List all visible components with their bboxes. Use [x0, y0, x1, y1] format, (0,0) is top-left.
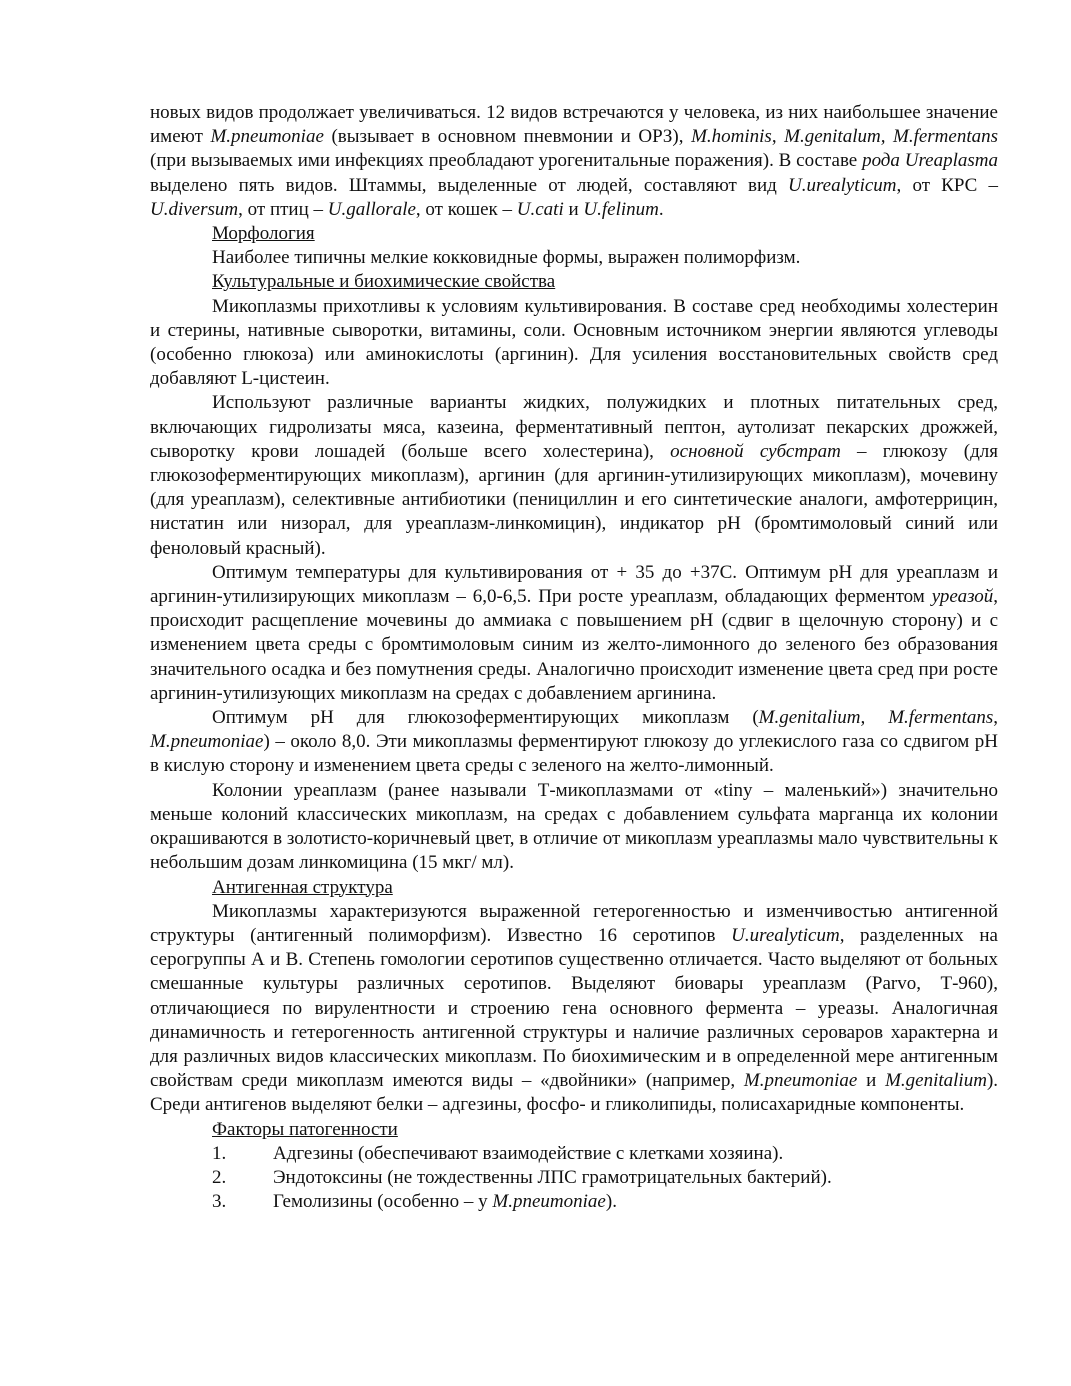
list-number: 3.	[212, 1191, 227, 1213]
document-page	[150, 101, 998, 1214]
heading-cultural-properties: Культуральные и биохимические свойства	[212, 271, 556, 293]
pathogenicity-list	[150, 1142, 998, 1215]
list-item: 2. Эндотоксины (не тождественны ЛПС грамотрицательных бактерий).	[150, 1166, 998, 1190]
paragraph-culture-media: Используют различные варианты жидких, полужидких и плотных питательных сред, включающих гидролизаты мяса, казеина, ферментативный пептон, аутолизат пекарских дрожжей, сыворотку крови лошадей (больше всего холестерина), основной субстрат – глюкозу (для глюкозоферментирующих микоплазм), аргинин (для аргинин-утилизирующих микоплазм), мочевину (для уреаплазм), селективные антибиотики (пенициллин и его синтетические аналоги, амфотеррицин, нистатин или низорал, для уреаплазм-линкомицин), индикатор pH (бромтимоловый синий или феноловый красный).	[150, 392, 999, 559]
paragraph-morphology: Наиболее типичны мелкие кокковидные формы, выражен полиморфизм.	[212, 247, 801, 269]
list-number: 2.	[212, 1166, 227, 1188]
paragraph-cultivation-requirements: Микоплазмы прихотливы к условиям культивирования. В составе сред необходимы холестерин и стерины, нативные сыворотки, витамины, соли. Основным источником энергии являются углеводы (особенно глюкоза) или аминокислоты (аргинин). Для усиления восстановительных свойств сред добавляют L-цистеин.	[150, 295, 998, 390]
paragraph-species: новых видов продолжает увеличиваться. 12 видов встречаются у человека, из них наибольшее значение имеют M.pneumoniae (вызывает в основном пневмонии и ОРЗ), M.hominis, M.genitalum, M.fermentans (при вызываемых ими инфекциях преобладают урогенитальные поражения). В составе рода Ureaplasma выделено пять видов. Штаммы, выделенные от людей, составляют вид U.urealyticum, от КРС – U.diversum, от птиц – U.gallorale, от кошек – U.cati и U.felinum.	[150, 102, 999, 220]
paragraph-colonies: Колонии уреаплазм (ранее называли Т-микоплазмами от «tiny – маленький») значительно меньше колоний классических микоплазм, на средах с добавлением сульфата марганца их колонии окрашиваются в золотисто-коричневый цвет, в отличие от микоплазм уреаплазмы мало чувствительны к небольшим дозам линкомицина (15 мкг/ мл).	[150, 779, 998, 874]
list-item: 3. Гемолизины (особенно – у M.pneumoniae).	[150, 1190, 998, 1214]
paragraph-optimum-ph: Оптимум pH для глюкозоферментирующих микоплазм (M.genitalium, M.fermentans, M.pneumoniae) – около 8,0. Эти микоплазмы ферментируют глюкозу до углекислого газа со сдвигом pH в кислую сторону и изменением цвета среды с зеленого на желто-лимонный.	[150, 707, 998, 777]
heading-morphology: Морфология	[212, 223, 315, 245]
heading-antigen-structure: Антигенная структура	[212, 876, 393, 898]
list-item: 1. Адгезины (обеспечивают взаимодействие с клетками хозяина).	[150, 1142, 998, 1166]
paragraph-antigen-structure: Микоплазмы характеризуются выраженной гетерогенностью и изменчивостью антигенной структуры (антигенный полиморфизм). Известно 16 серотипов U.urealyticum, разделенных на серогруппы А и В. Степень гомологии серотипов существенно отличается. Часто выделяют от больных смешанные культуры различных серотипов. Выделяют биовары уреаплазм (Parvo, Т-960), отличающиеся по вирулентности и строению гена основного фермента – уреазы. Аналогичная динамичность и гетерогенность антигенной структуры и наличие различных сероваров характерна и для различных видов классических микоплазм. По биохимическим и в определенной мере антигенным свойствам среди микоплазм имеются виды – «двойники» (например, M.pneumoniae и M.genitalium). Среди антигенов выделяют белки – адгезины, фосфо- и гликолипиды, полисахаридные компоненты.	[150, 900, 999, 1116]
heading-pathogenicity-factors: Факторы патогенности	[212, 1118, 398, 1140]
list-number: 1.	[212, 1142, 227, 1164]
paragraph-optimum-temperature: Оптимум температуры для культивирования от + 35 до +37С. Оптимум pH для уреаплазм и аргинин-утилизирующих микоплазм – 6,0-6,5. При росте уреаплазм, обладающих ферментом уреазой, происходит расщепление мочевины до аммиака с повышением pH (сдвиг в щелочную сторону) и с изменением цвета среды с бромтимоловым синим из желто-лимонного до зеленого без образования значительного осадка и без помутнения среды. Аналогично происходит изменение цвета сред при росте аргинин-утилизующих микоплазм на средах с добавлением аргинина.	[150, 561, 998, 704]
